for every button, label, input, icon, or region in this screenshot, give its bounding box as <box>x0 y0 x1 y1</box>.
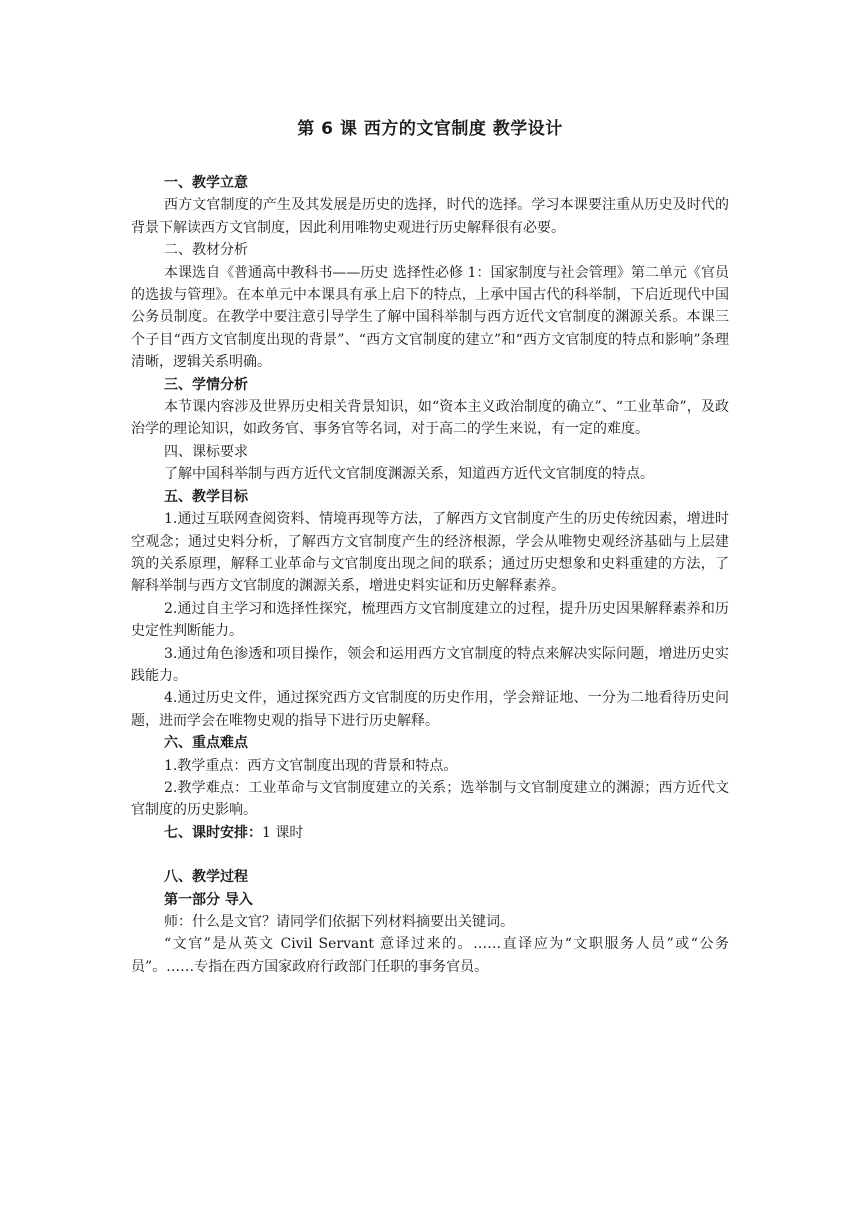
section-class-hours <box>131 822 729 844</box>
list-item: 2.通过自主学习和选择性探究，梳理西方文官制度建立的过程，提升历史因果解释素养和历史定性判断能力。 <box>131 600 729 640</box>
document-body <box>131 172 729 978</box>
paragraph: “文官”是从英文 Civil Servant 意译过来的。……直译应为“文职服务人员”或“公务员”。……专指在西方国家政府行政部门任职的事务官员。 <box>131 936 729 975</box>
section-heading-curriculum-standards: 四、课标要求 <box>164 443 248 460</box>
document-title: 第 6 课 西方的文官制度 教学设计 <box>297 119 563 139</box>
section-heading-textbook-analysis: 二、教材分析 <box>164 242 248 259</box>
section-heading-class-hours: 七、课时安排： <box>164 824 262 841</box>
class-hours-value: 1 课时 <box>262 824 304 841</box>
part-heading-introduction: 第一部分 导入 <box>164 891 253 908</box>
paragraph: 本节课内容涉及世界历史相关背景知识，如“资本主义政治制度的确立”、“工业革命”，及政治学的理论知识，如政务官、事务官等名词，对于高二的学生来说，有一定的难度。 <box>131 399 729 438</box>
section-heading-teaching-objectives: 五、教学目标 <box>164 488 248 505</box>
list-item: 2.教学难点：工业革命与文官制度建立的关系；选举制与文官制度建立的渊源；西方近代文官制度的历史影响。 <box>131 779 729 819</box>
spacer <box>131 844 729 866</box>
list-item: 1.教学重点：西方文官制度出现的背景和特点。 <box>164 757 458 774</box>
paragraph: 师：什么是文官？请同学们依据下列材料摘要出关键词。 <box>164 914 514 930</box>
list-item: 1.通过互联网查阅资料、情境再现等方法，了解西方文官制度产生的历史传统因素，增进时空观念；通过史料分析，了解西方文官制度产生的经济根源，学会从唯物史观经济基础与上层建筑的关系原理，解释工业革命与文官制度出现之间的联系；通过历史想象和史料重建的方法，了解科举制与西方文官制度的渊源关系，增进史料实证和历史解释素养。 <box>131 511 729 595</box>
section-heading-student-analysis: 三、学情分析 <box>164 376 248 393</box>
list-item: 3.通过角色渗透和项目操作，领会和运用西方文官制度的特点来解决实际问题，增进历史实践能力。 <box>131 645 729 684</box>
section-heading-teaching-process: 八、教学过程 <box>164 869 248 886</box>
paragraph: 本课选自《普通高中教科书——历史 选择性必修 1：国家制度与社会管理》第二单元《官员的选拔与管理》。在本单元中本课具有承上启下的特点，上承中国古代的科举制，下启近现代中国公务员制度。在教学中要注意引导学生了解中国科举制与西方近代文官制度的渊源关系。本课三个子目“西方文官制度出现的背景”、“西方文官制度的建立”和“西方文官制度的特点和影响”条理清晰，逻辑关系明确。 <box>131 264 729 371</box>
section-heading-teaching-concept: 一、教学立意 <box>164 175 248 191</box>
paragraph: 西方文官制度的产生及其发展是历史的选择，时代的选择。学习本课要注重从历史及时代的背景下解读西方文官制度，因此利用唯物史观进行历史解释很有必要。 <box>131 197 729 236</box>
list-item: 4.通过历史文件，通过探究西方文官制度的历史作用，学会辩证地、一分为二地看待历史问题，进而学会在唯物史观的指导下进行历史解释。 <box>131 690 729 729</box>
paragraph: 了解中国科举制与西方近代文官制度渊源关系，知道西方近代文官制度的特点。 <box>164 466 654 483</box>
section-heading-key-points: 六、重点难点 <box>164 735 248 752</box>
